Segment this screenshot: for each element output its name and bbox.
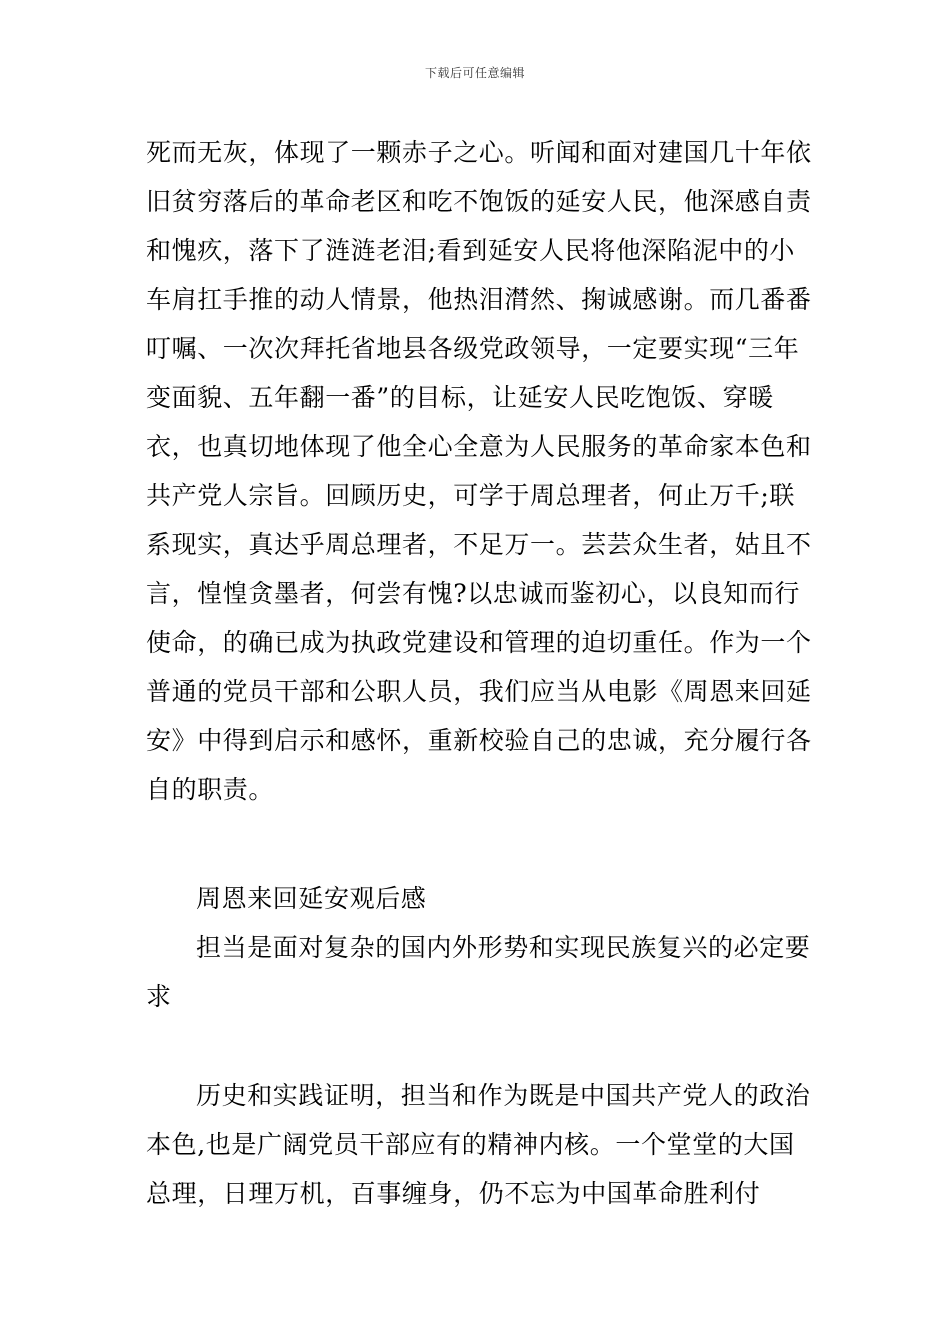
section-title: 周恩来回延安观后感 xyxy=(196,884,427,913)
body-paragraph-3: 历史和实践证明，担当和作为既是中国共产党人的政治本色,也是广阔党员干部应有的精神内核。一个堂堂的大国总理，日理万机，百事缠身，仍不忘为中国革命胜利付 xyxy=(146,1081,811,1208)
body-paragraph-2: 担当是面对复杂的国内外形势和实现民族复兴的必定要求 xyxy=(146,933,811,1011)
body-paragraph-1: 死而无灰，体现了一颗赤子之心。听闻和面对建国几十年依旧贫穷落后的革命老区和吃不饱饭的延安人民，他深感自责和愧疚，落下了涟涟老泪;看到延安人民将他深陷泥中的小车肩扛手推的动人情景，他热泪潸然、掬诚感谢。而几番番叮嘱、一次次拜托省地县各级党政领导，一定要实现“三年变面貌、五年翻一番”的目标，让延安人民吃饱饭、穿暖衣，也真切地体现了他全心全意为人民服务的革命家本色和共产党人宗旨。回顾历史，可学于周总理者，何止万千;联系现实，真达乎周总理者，不足万一。芸芸众生者，姑且不言，惶惶贪墨者，何尝有愧?以忠诚而鉴初心，以良知而行使命，的确已成为执政党建设和管理的迫切重任。作为一个普通的党员干部和公职人员，我们应当从电影《周恩来回延安》中得到启示和感怀，重新校验自己的忠诚，充分履行各自的职责。 xyxy=(146,138,812,804)
header-note: 下载后可任意编辑 xyxy=(424,66,525,80)
